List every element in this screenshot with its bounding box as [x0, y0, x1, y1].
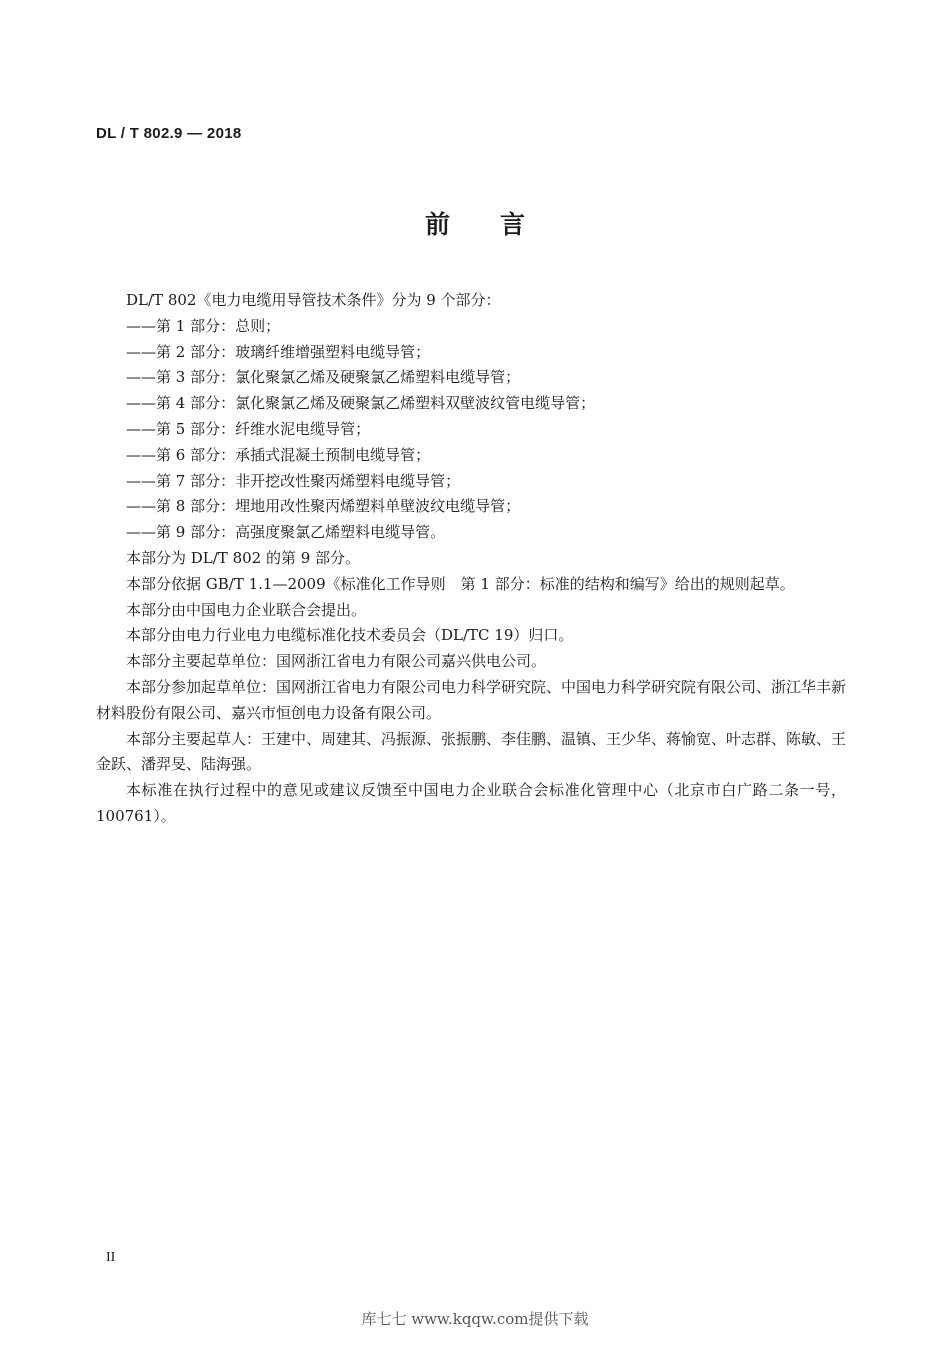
intro-paragraph: DL/T 802《电力电缆用导管技术条件》分为 9 个部分：: [126, 291, 501, 309]
parts-list: [96, 314, 846, 546]
feedback-note: 本标准在执行过程中的意见或建议反馈至中国电力企业联合会标准化管理中心（北京市白广路二条一号，100761）。: [96, 781, 846, 825]
list-item: ——第 8 部分：埋地用改性聚丙烯塑料单壁波纹电缆导管；: [126, 497, 521, 516]
centralized-management: 本部分由电力行业电力电缆标准化技术委员会（DL/TC 19）归口。: [126, 626, 574, 645]
main-drafters: 本部分主要起草人：王建中、周建其、冯振源、张振鹏、李佳鹏、温镇、王少华、蒋愉宽、叶志群、陈敏、王金跃、潘羿旻、陆海强。: [96, 729, 847, 774]
participating-units: 本部分参加起草单位：国网浙江省电力有限公司电力科学研究院、中国电力科学研究院有限公司、浙江华丰新材料股份有限公司、嘉兴市恒创电力设备有限公司。: [96, 677, 847, 722]
list-item: ——第 2 部分：玻璃纤维增强塑料电缆导管；: [126, 342, 431, 361]
list-item: ——第 4 部分：氯化聚氯乙烯及硬聚氯乙烯塑料双壁波纹管电缆导管；: [126, 394, 596, 413]
page-number: II: [106, 1250, 116, 1265]
part-statement: 本部分为 DL/T 802 的第 9 部分。: [126, 548, 361, 567]
list-item: ——第 3 部分：氯化聚氯乙烯及硬聚氯乙烯塑料电缆导管；: [126, 368, 521, 387]
main-drafting-unit: 本部分主要起草单位：国网浙江省电力有限公司嘉兴供电公司。: [126, 652, 547, 671]
drafting-rules: 本部分依据 GB/T 1.1—2009《标准化工作导则 第 1 部分：标准的结构和编写》给出的规则起草。: [126, 574, 795, 593]
standard-code: DL / T 802.9 — 2018: [96, 125, 242, 142]
proposer: 本部分由中国电力企业联合会提出。: [126, 600, 367, 619]
foreword-body: [96, 288, 846, 830]
list-item: ——第 9 部分：高强度聚氯乙烯塑料电缆导管。: [126, 523, 446, 542]
page-title: 前言: [424, 210, 575, 239]
list-item: ——第 6 部分：承插式混凝土预制电缆导管；: [126, 445, 431, 464]
list-item: ——第 7 部分：非开挖改性聚丙烯塑料电缆导管；: [126, 471, 461, 490]
watermark: 库七七 www.kqqw.com提供下载: [361, 1310, 589, 1328]
list-item: ——第 1 部分：总则；: [126, 316, 281, 335]
list-item: ——第 5 部分：纤维水泥电缆导管；: [126, 419, 371, 438]
